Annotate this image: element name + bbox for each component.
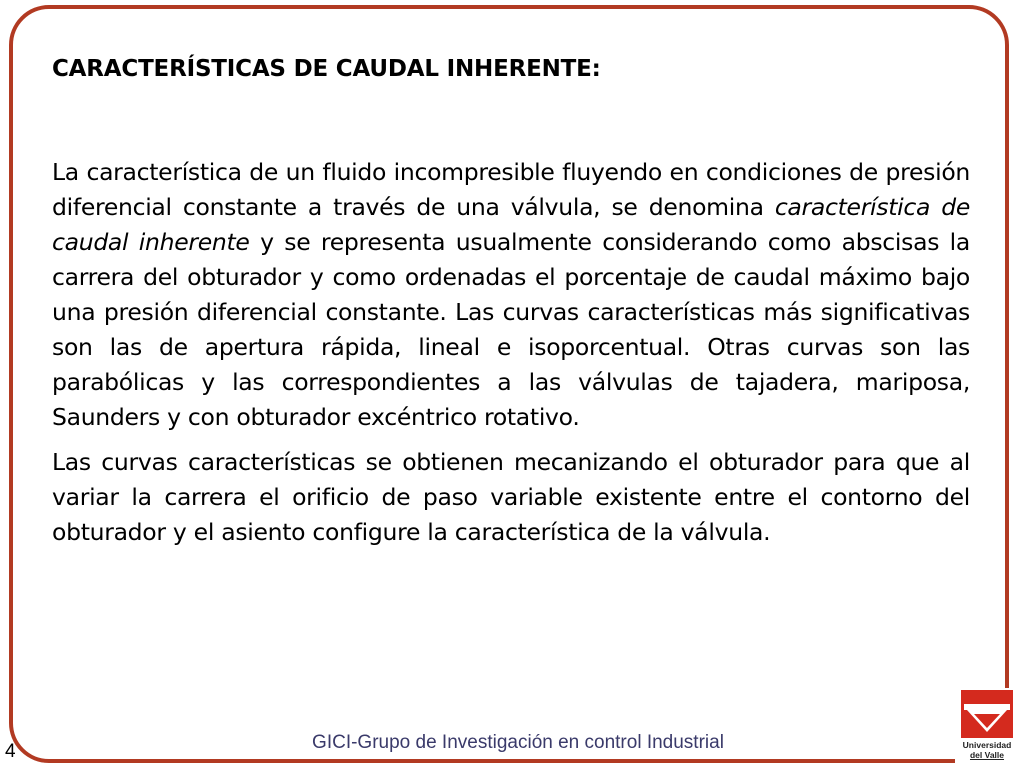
- slide-title: CARACTERÍSTICAS DE CAUDAL INHERENTE:: [52, 56, 601, 82]
- logo-caption: [955, 740, 1019, 760]
- page-number: 4: [5, 741, 16, 762]
- logo-caption-line1: Universidad: [962, 740, 1012, 750]
- footer: [0, 732, 1024, 754]
- university-logo: [955, 688, 1019, 766]
- paragraph-1-italic-term: característica de caudal inherente: [52, 193, 970, 256]
- slide-content: [52, 40, 970, 550]
- footer-text: GICI-Grupo de Investigación en control Industrial: [312, 732, 724, 753]
- logo-emblem-icon: [955, 688, 1019, 740]
- paragraph-1-text-a: La característica de un fluido incompresible fluyendo en condiciones de presión diferencial constante a través de una válvula, se denomina: [52, 158, 970, 221]
- paragraph-1: [52, 155, 970, 435]
- logo-caption-line2: del Valle: [969, 750, 1005, 760]
- paragraph-1-text-b: y se representa usualmente considerando como abscisas la carrera del obturador y como ordenadas el porcentaje de caudal máximo bajo una presión diferencial constante. Las curvas características más significativas son las de apertura rápida, lineal e isoporcentual. Otras curvas son las parabólicas y las correspondientes a las válvulas de tajadera, mariposa, Saunders y con obturador excéntrico rotativo.: [52, 228, 971, 431]
- paragraph-2: Las curvas características se obtienen mecanizando el obturador para que al variar la carrera el orificio de paso variable existente entre el contorno del obturador y el asiento configure la característica de la válvula.: [52, 448, 970, 546]
